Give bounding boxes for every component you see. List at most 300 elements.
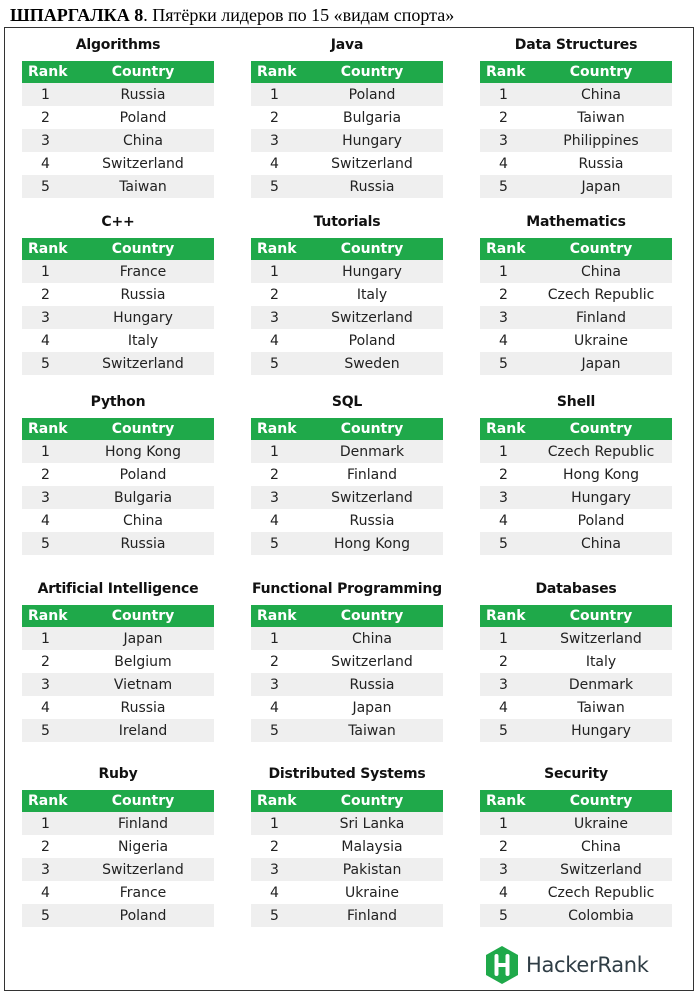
category-block <box>480 578 672 742</box>
table-row <box>251 283 443 306</box>
country-cell: Malaysia <box>301 835 443 858</box>
country-cell: China <box>530 532 672 555</box>
table-row <box>251 152 443 175</box>
rank-cell: 2 <box>251 463 301 486</box>
country-cell: Russia <box>530 152 672 175</box>
ranking-table <box>480 238 672 375</box>
rank-cell: 2 <box>22 650 72 673</box>
table-header-row <box>251 418 443 440</box>
table-header-row <box>251 790 443 812</box>
table-row <box>251 106 443 129</box>
country-cell: Poland <box>72 904 214 927</box>
rank-cell: 3 <box>480 858 530 881</box>
country-cell: Pakistan <box>301 858 443 881</box>
category-title: Python <box>90 394 146 410</box>
table-row <box>251 260 443 283</box>
country-cell: Colombia <box>530 904 672 927</box>
country-cell: Finland <box>72 812 214 835</box>
rank-cell: 3 <box>480 129 530 152</box>
country-cell: Switzerland <box>301 152 443 175</box>
country-column-header: Country <box>301 61 443 83</box>
country-column-header: Country <box>530 605 672 627</box>
rank-cell: 3 <box>22 129 72 152</box>
country-cell: Hong Kong <box>530 463 672 486</box>
table-row <box>251 673 443 696</box>
table-row <box>480 881 672 904</box>
ranking-table <box>22 605 214 742</box>
rank-cell: 5 <box>480 904 530 927</box>
rank-cell: 1 <box>22 812 72 835</box>
rank-cell: 5 <box>22 175 72 198</box>
table-row <box>22 83 214 106</box>
rank-cell: 5 <box>22 532 72 555</box>
table-row <box>480 260 672 283</box>
table-row <box>251 83 443 106</box>
country-cell: Nigeria <box>72 835 214 858</box>
table-row <box>251 835 443 858</box>
category-title: Algorithms <box>75 37 161 53</box>
rank-column-header: Rank <box>480 61 530 83</box>
table-row <box>480 532 672 555</box>
table-row <box>22 352 214 375</box>
category-title: Shell <box>556 394 596 410</box>
rank-cell: 4 <box>251 509 301 532</box>
country-cell: Japan <box>530 352 672 375</box>
rank-cell: 1 <box>480 812 530 835</box>
rank-cell: 3 <box>251 673 301 696</box>
country-cell: Denmark <box>530 673 672 696</box>
rank-cell: 2 <box>251 650 301 673</box>
country-cell: China <box>530 835 672 858</box>
table-row <box>480 440 672 463</box>
table-header-row <box>22 605 214 627</box>
table-row <box>22 152 214 175</box>
table-row <box>22 463 214 486</box>
table-row <box>480 106 672 129</box>
table-header-row <box>22 61 214 83</box>
table-row <box>251 696 443 719</box>
table-header-row <box>480 61 672 83</box>
rank-cell: 2 <box>480 650 530 673</box>
country-cell: Ukraine <box>530 329 672 352</box>
table-row <box>22 106 214 129</box>
rank-cell: 5 <box>22 904 72 927</box>
table-row <box>22 673 214 696</box>
table-row <box>251 812 443 835</box>
rank-cell: 3 <box>22 306 72 329</box>
rank-cell: 5 <box>251 904 301 927</box>
rank-cell: 4 <box>22 152 72 175</box>
table-row <box>480 352 672 375</box>
table-row <box>480 306 672 329</box>
country-cell: China <box>301 627 443 650</box>
rank-column-header: Rank <box>22 61 72 83</box>
ranking-table <box>22 238 214 375</box>
category-block <box>22 578 214 742</box>
table-row <box>251 352 443 375</box>
heading-bold: ШПАРГАЛКА 8 <box>10 5 144 25</box>
table-row <box>480 673 672 696</box>
rank-column-header: Rank <box>22 238 72 260</box>
table-row <box>251 306 443 329</box>
table-row <box>480 627 672 650</box>
category-title: Functional Programming <box>251 581 442 597</box>
table-header-row <box>251 605 443 627</box>
table-row <box>251 463 443 486</box>
table-row <box>480 812 672 835</box>
table-row <box>480 696 672 719</box>
country-column-header: Country <box>301 238 443 260</box>
country-cell: Switzerland <box>72 352 214 375</box>
table-row <box>251 881 443 904</box>
country-cell: Russia <box>301 509 443 532</box>
country-cell: Bulgaria <box>301 106 443 129</box>
table-row <box>480 835 672 858</box>
table-row <box>22 627 214 650</box>
country-cell: Russia <box>72 283 214 306</box>
rank-column-header: Rank <box>22 418 72 440</box>
table-row <box>480 858 672 881</box>
rank-cell: 2 <box>251 283 301 306</box>
category-block <box>22 391 214 555</box>
category-block <box>480 211 672 375</box>
country-cell: Poland <box>301 329 443 352</box>
country-cell: Japan <box>530 175 672 198</box>
hackerrank-logo <box>484 945 649 985</box>
category-title: Tutorials <box>313 214 381 230</box>
country-cell: Switzerland <box>530 627 672 650</box>
country-cell: Ukraine <box>301 881 443 904</box>
rank-cell: 4 <box>251 329 301 352</box>
rank-column-header: Rank <box>251 605 301 627</box>
rank-column-header: Rank <box>22 605 72 627</box>
rank-cell: 5 <box>251 532 301 555</box>
rank-cell: 5 <box>480 175 530 198</box>
country-cell: Czech Republic <box>530 283 672 306</box>
rank-cell: 3 <box>251 306 301 329</box>
rank-cell: 4 <box>480 881 530 904</box>
country-cell: Poland <box>72 463 214 486</box>
country-cell: Russia <box>72 696 214 719</box>
page-heading <box>10 5 454 26</box>
country-cell: Taiwan <box>72 175 214 198</box>
country-cell: Italy <box>72 329 214 352</box>
rank-column-header: Rank <box>251 790 301 812</box>
country-column-header: Country <box>530 418 672 440</box>
rank-cell: 2 <box>22 106 72 129</box>
table-row <box>480 83 672 106</box>
rank-cell: 3 <box>480 673 530 696</box>
ranking-table <box>22 418 214 555</box>
rank-cell: 4 <box>22 509 72 532</box>
table-header-row <box>22 790 214 812</box>
rank-cell: 4 <box>22 329 72 352</box>
rank-column-header: Rank <box>480 605 530 627</box>
country-column-header: Country <box>72 790 214 812</box>
category-block <box>22 763 214 927</box>
country-cell: Finland <box>301 463 443 486</box>
category-block <box>251 34 443 198</box>
table-row <box>22 532 214 555</box>
rank-cell: 2 <box>22 463 72 486</box>
country-column-header: Country <box>301 605 443 627</box>
rank-column-header: Rank <box>251 418 301 440</box>
rank-cell: 2 <box>22 283 72 306</box>
rank-column-header: Rank <box>480 238 530 260</box>
country-cell: Switzerland <box>530 858 672 881</box>
ranking-table <box>22 61 214 198</box>
rank-cell: 1 <box>251 260 301 283</box>
category-title: Databases <box>535 581 617 597</box>
rank-cell: 1 <box>251 812 301 835</box>
rank-cell: 2 <box>22 835 72 858</box>
category-block <box>480 763 672 927</box>
rank-cell: 5 <box>480 352 530 375</box>
ranking-table <box>251 790 443 927</box>
table-header-row <box>251 238 443 260</box>
country-cell: Hungary <box>530 719 672 742</box>
rank-cell: 1 <box>251 627 301 650</box>
rank-cell: 4 <box>480 696 530 719</box>
table-row <box>22 509 214 532</box>
rank-cell: 5 <box>480 719 530 742</box>
table-row <box>22 719 214 742</box>
country-cell: Hong Kong <box>301 532 443 555</box>
country-cell: Italy <box>530 650 672 673</box>
logo-text: HackerRank <box>526 953 649 977</box>
category-title: SQL <box>331 394 363 410</box>
country-column-header: Country <box>530 238 672 260</box>
table-row <box>251 486 443 509</box>
table-header-row <box>480 238 672 260</box>
country-column-header: Country <box>72 418 214 440</box>
country-column-header: Country <box>530 61 672 83</box>
country-cell: Taiwan <box>530 696 672 719</box>
rank-cell: 2 <box>480 283 530 306</box>
table-row <box>480 283 672 306</box>
country-cell: Hungary <box>72 306 214 329</box>
country-cell: Belgium <box>72 650 214 673</box>
country-cell: Russia <box>72 83 214 106</box>
table-row <box>22 881 214 904</box>
table-row <box>22 696 214 719</box>
country-cell: Taiwan <box>301 719 443 742</box>
country-cell: France <box>72 260 214 283</box>
country-cell: Denmark <box>301 440 443 463</box>
rank-cell: 4 <box>251 696 301 719</box>
country-cell: China <box>530 260 672 283</box>
rank-cell: 1 <box>480 440 530 463</box>
rank-cell: 2 <box>480 463 530 486</box>
category-block <box>251 391 443 555</box>
table-row <box>480 152 672 175</box>
category-block <box>22 211 214 375</box>
country-cell: Philippines <box>530 129 672 152</box>
table-header-row <box>251 61 443 83</box>
country-cell: Vietnam <box>72 673 214 696</box>
table-row <box>480 509 672 532</box>
rank-column-header: Rank <box>22 790 72 812</box>
rank-column-header: Rank <box>251 238 301 260</box>
table-header-row <box>480 418 672 440</box>
rank-cell: 1 <box>22 260 72 283</box>
table-row <box>251 509 443 532</box>
country-cell: Switzerland <box>301 486 443 509</box>
country-cell: Russia <box>72 532 214 555</box>
ranking-table <box>251 605 443 742</box>
category-title: Ruby <box>98 766 138 782</box>
rank-cell: 3 <box>22 858 72 881</box>
country-column-header: Country <box>301 790 443 812</box>
table-row <box>22 904 214 927</box>
table-row <box>22 650 214 673</box>
country-cell: Czech Republic <box>530 881 672 904</box>
country-column-header: Country <box>72 238 214 260</box>
country-cell: Sri Lanka <box>301 812 443 835</box>
table-row <box>480 650 672 673</box>
rank-cell: 3 <box>251 129 301 152</box>
category-block <box>251 763 443 927</box>
country-cell: Sweden <box>301 352 443 375</box>
rank-cell: 2 <box>480 106 530 129</box>
rank-cell: 1 <box>480 260 530 283</box>
country-cell: Switzerland <box>72 858 214 881</box>
category-block <box>22 34 214 198</box>
category-title: Java <box>330 37 364 53</box>
table-row <box>251 858 443 881</box>
country-cell: Hungary <box>301 260 443 283</box>
table-row <box>251 329 443 352</box>
table-row <box>22 283 214 306</box>
rank-cell: 4 <box>22 696 72 719</box>
country-cell: Poland <box>301 83 443 106</box>
rank-cell: 1 <box>480 627 530 650</box>
category-block <box>480 34 672 198</box>
table-row <box>251 719 443 742</box>
country-cell: Hungary <box>530 486 672 509</box>
country-cell: France <box>72 881 214 904</box>
country-cell: Russia <box>301 175 443 198</box>
rank-cell: 2 <box>251 835 301 858</box>
country-cell: Japan <box>72 627 214 650</box>
ranking-table <box>251 61 443 198</box>
ranking-table <box>480 418 672 555</box>
table-row <box>480 329 672 352</box>
rank-cell: 3 <box>22 673 72 696</box>
category-title: Mathematics <box>526 214 626 230</box>
country-cell: Poland <box>530 509 672 532</box>
table-row <box>480 719 672 742</box>
ranking-table <box>480 61 672 198</box>
rank-cell: 2 <box>251 106 301 129</box>
category-block <box>251 211 443 375</box>
heading-rest: . Пятёрки лидеров по 15 «видам спорта» <box>143 5 455 25</box>
rank-cell: 5 <box>22 719 72 742</box>
country-cell: Taiwan <box>530 106 672 129</box>
country-cell: Switzerland <box>301 306 443 329</box>
rank-cell: 5 <box>22 352 72 375</box>
hackerrank-hexagon-icon <box>484 945 520 985</box>
country-cell: Hungary <box>301 129 443 152</box>
rank-cell: 4 <box>251 152 301 175</box>
rank-cell: 5 <box>251 719 301 742</box>
table-row <box>22 812 214 835</box>
table-header-row <box>480 605 672 627</box>
rank-cell: 5 <box>251 175 301 198</box>
ranking-table <box>480 790 672 927</box>
ranking-table <box>251 418 443 555</box>
rank-column-header: Rank <box>480 418 530 440</box>
country-column-header: Country <box>72 605 214 627</box>
table-row <box>22 858 214 881</box>
country-column-header: Country <box>301 418 443 440</box>
category-title: C++ <box>101 214 135 230</box>
rank-cell: 4 <box>251 881 301 904</box>
table-row <box>22 329 214 352</box>
table-row <box>480 175 672 198</box>
category-block <box>251 578 443 742</box>
country-column-header: Country <box>72 61 214 83</box>
ranking-table <box>480 605 672 742</box>
country-cell: Ireland <box>72 719 214 742</box>
table-row <box>22 175 214 198</box>
rank-cell: 1 <box>22 627 72 650</box>
country-cell: Italy <box>301 283 443 306</box>
table-row <box>22 835 214 858</box>
rank-cell: 1 <box>480 83 530 106</box>
rank-cell: 4 <box>480 329 530 352</box>
rank-cell: 4 <box>480 509 530 532</box>
country-cell: China <box>72 129 214 152</box>
table-row <box>251 129 443 152</box>
rank-cell: 3 <box>22 486 72 509</box>
rank-cell: 4 <box>22 881 72 904</box>
table-row <box>22 260 214 283</box>
rank-cell: 3 <box>480 306 530 329</box>
table-row <box>251 627 443 650</box>
table-row <box>251 532 443 555</box>
country-cell: Switzerland <box>301 650 443 673</box>
table-header-row <box>480 790 672 812</box>
rank-cell: 1 <box>22 440 72 463</box>
rank-cell: 3 <box>251 858 301 881</box>
table-row <box>480 129 672 152</box>
rank-cell: 5 <box>251 352 301 375</box>
rank-cell: 4 <box>480 152 530 175</box>
table-row <box>480 904 672 927</box>
rank-cell: 1 <box>22 83 72 106</box>
table-row <box>22 129 214 152</box>
rank-cell: 1 <box>251 83 301 106</box>
country-cell: Hong Kong <box>72 440 214 463</box>
rank-column-header: Rank <box>251 61 301 83</box>
country-cell: China <box>72 509 214 532</box>
table-row <box>251 440 443 463</box>
country-cell: Japan <box>301 696 443 719</box>
table-row <box>22 486 214 509</box>
table-row <box>251 650 443 673</box>
table-row <box>480 486 672 509</box>
table-header-row <box>22 238 214 260</box>
category-block <box>480 391 672 555</box>
country-cell: Finland <box>530 306 672 329</box>
ranking-table <box>251 238 443 375</box>
category-title: Security <box>544 766 608 782</box>
table-row <box>251 904 443 927</box>
country-column-header: Country <box>530 790 672 812</box>
rank-cell: 3 <box>251 486 301 509</box>
table-header-row <box>22 418 214 440</box>
